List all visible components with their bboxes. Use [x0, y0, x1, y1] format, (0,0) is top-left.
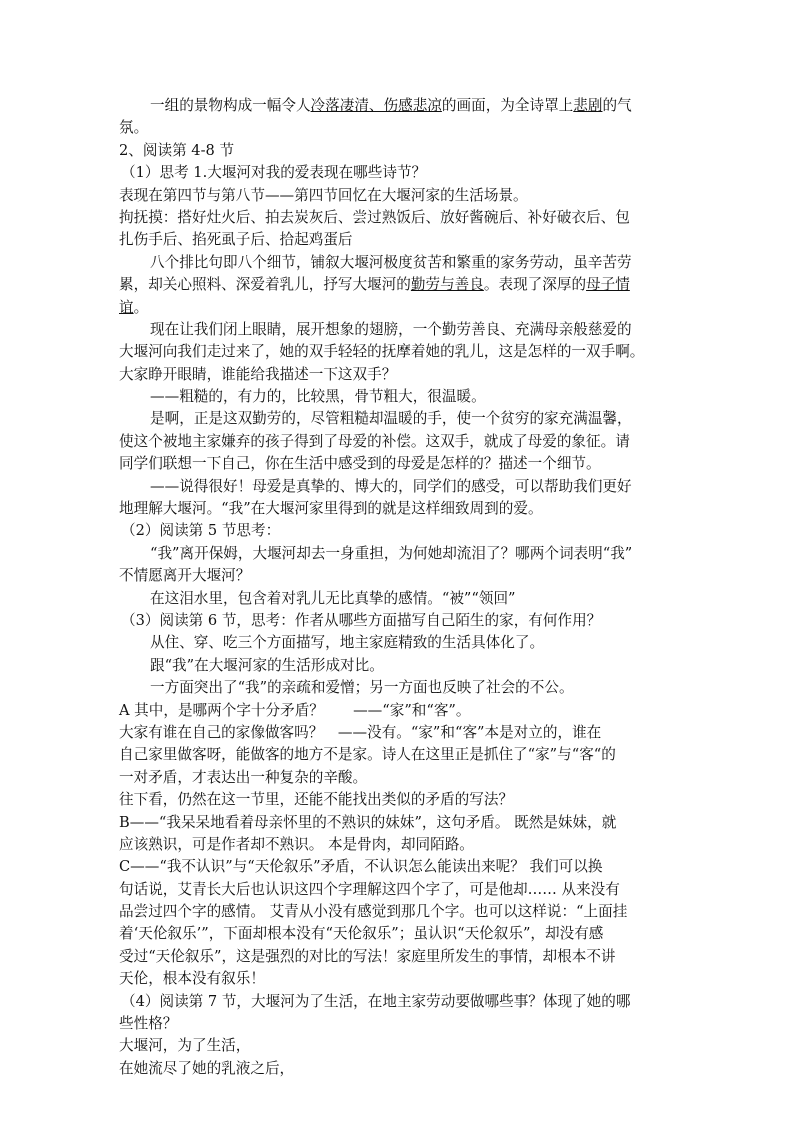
text-line	[119, 498, 679, 520]
text-line	[119, 297, 679, 319]
text-line	[119, 341, 679, 363]
underlined-text: 谊	[119, 298, 134, 316]
text-line	[119, 722, 679, 744]
text-run: （4）阅读第 7 节，大堰河为了生活，在地主家劳动要做哪些事？体现了她的哪	[121, 992, 631, 1010]
text-run: ——说得很好！母爱是真挚的、博大的，同学们的感受，可以帮助我们更好	[150, 477, 632, 495]
text-line	[119, 565, 679, 587]
text-run: （3）阅读第 6 节，思考：作者从哪些方面描写自己陌生的家，有何作用？	[121, 611, 602, 629]
text-run: A 其中，是哪两个字十分矛盾？ ——“家”和“客”。	[119, 701, 471, 719]
text-line	[119, 185, 679, 207]
underlined-text: 冷落凄清、伤感悲凉	[310, 97, 442, 114]
text-run: 2、阅读第 4-8 节	[119, 141, 235, 159]
text-run: 现在让我们闭上眼睛，展开想象的翅膀，一个勤劳善良、充满母亲般慈爱的	[150, 320, 632, 338]
text-line	[119, 677, 679, 699]
text-run: 在这泪水里，包含着对乳儿无比真挚的感情。“被”“领回”	[150, 589, 516, 607]
text-line	[119, 991, 679, 1013]
text-line	[119, 207, 679, 229]
text-line	[119, 229, 679, 251]
text-run: 着‘天伦叙乐’”，下面却根本没有“天伦叙乐”；虽认识“天伦叙乐”，却没有感	[119, 925, 604, 943]
text-line	[119, 476, 679, 498]
text-run: 应该熟识，可是作者却不熟识。 本是骨肉，却同陌路。	[119, 835, 474, 853]
text-run: 。表现了深厚的	[483, 276, 587, 294]
text-run: 的画面，为全诗罩上	[441, 97, 574, 114]
text-line	[119, 588, 679, 610]
text-line	[119, 834, 679, 856]
text-line	[119, 879, 679, 901]
text-line	[119, 632, 679, 654]
text-run: 往下看，仍然在这一节里，还能不能找出类似的矛盾的写法？	[119, 791, 514, 809]
text-line	[119, 431, 679, 453]
text-run: 跟“我”在大堰河家的生活形成对比。	[150, 656, 384, 674]
text-line	[119, 117, 679, 139]
text-run: 大家睁开眼睛，谁能给我描述一下这双手？	[119, 365, 397, 383]
text-line	[119, 856, 679, 878]
text-run: 一对矛盾，才表达出一种复杂的辛酸。	[119, 768, 368, 786]
text-run: 受过“天伦叙乐”，这是强烈的对比的写法！家庭里所发生的事情，却根本不讲	[119, 947, 616, 965]
text-run: ——粗糙的，有力的，比较黑，骨节粗大，很温暖。	[150, 388, 486, 406]
text-run: 是啊，正是这双勤劳的，尽管粗糙却温暖的手，使一个贫穷的家充满温馨，	[150, 410, 632, 428]
text-line	[119, 95, 679, 117]
text-line	[119, 274, 679, 296]
text-line	[119, 946, 679, 968]
text-run: 自己家里做客呀，能做客的地方不是家。诗人在这里正是抓住了“家”与“客“的	[119, 746, 616, 764]
text-line	[119, 543, 679, 565]
text-run: 天伦，根本没有叙乐！	[119, 970, 265, 988]
text-run: 句话说，艾青长大后也认识这四个字理解这四个字了，可是他却…… 从来没有	[119, 880, 620, 898]
text-line	[119, 655, 679, 677]
text-line	[119, 1013, 679, 1035]
text-run: 同学们联想一下自己，你在生活中感受到的母爱是怎样的？描述一个细节。	[119, 455, 601, 473]
text-line	[119, 700, 679, 722]
text-line	[119, 453, 679, 475]
text-line	[119, 812, 679, 834]
text-line	[119, 386, 679, 408]
text-run: 不情愿离开大堰河？	[119, 567, 251, 585]
text-run: 表现在第四节与第八节——第四节回忆在大堰河家的生活场景。	[119, 186, 528, 204]
text-run: 的气	[602, 97, 632, 114]
text-line	[119, 520, 679, 542]
text-line	[119, 968, 679, 990]
text-run: （1）思考 1.大堰河对我的爱表现在哪些诗节？	[121, 164, 427, 182]
text-line	[119, 901, 679, 923]
text-run: 大家有谁在自己的家像做客吗？ ——没有。“家”和“客”本是对立的，谁在	[119, 723, 602, 741]
document-page	[119, 95, 679, 1080]
text-run: 些性格？	[119, 1015, 178, 1033]
text-line	[119, 319, 679, 341]
text-run: 一方面突出了“我”的亲疏和爱憎；另一方面也反映了社会的不公。	[150, 679, 574, 697]
text-run: 大堰河向我们走过来了，她的双手轻轻的抚摩着她的乳儿，这是怎样的一双手啊。	[119, 343, 645, 361]
text-line	[119, 364, 679, 386]
text-run: （2）阅读第 5 节思考：	[121, 522, 281, 540]
underlined-text: 母子情	[586, 276, 630, 294]
text-line	[119, 408, 679, 430]
text-run: 氛。	[119, 119, 149, 137]
text-run: 使这个被地主家嫌弃的孩子得到了母爱的补偿。这双手，就成了母爱的象征。请	[119, 432, 630, 450]
text-run: 扎伤手后、掐死虱子后、拾起鸡蛋后	[119, 231, 353, 249]
text-line	[119, 162, 679, 184]
text-run: 品尝过四个字的感情。 艾青从小没有感觉到那几个字。也可以这样说：“上面挂	[119, 903, 628, 921]
text-run: 。	[133, 298, 149, 316]
text-line	[119, 767, 679, 789]
underlined-text: 勤劳与善良	[410, 276, 484, 294]
text-line	[119, 610, 679, 632]
text-run: 拘抚摸：搭好灶火后、拍去炭灰后、尝过熟饭后、放好酱碗后、补好破衣后、包	[119, 208, 630, 226]
text-line	[119, 252, 679, 274]
text-run: B——“我呆呆地看着母亲怀里的不熟识的妹妹”，这句矛盾。 既然是妹妹，就	[119, 813, 617, 831]
text-run: 八个排比句即八个细节，铺叙大堰河极度贫苦和繁重的家务劳动，虽辛苦劳	[150, 253, 632, 271]
text-line	[119, 140, 679, 162]
text-run: 一组的景物构成一幅令人	[150, 97, 311, 114]
text-line	[119, 1058, 679, 1080]
text-run: 累，却关心照料、深爱着乳儿，抒写大堰河的	[119, 276, 411, 294]
text-line	[119, 789, 679, 811]
text-run: 大堰河，为了生活，	[119, 1037, 251, 1055]
text-run: 从住、穿、吃三个方面描写，地主家庭精致的生活具体化了。	[150, 634, 545, 652]
text-run: C——“我不认识”与“天伦叙乐”矛盾，不认识怎么能读出来呢？ 我们可以换	[119, 858, 603, 876]
underlined-text: 悲剧	[573, 97, 603, 114]
text-run: “我”离开保姆，大堰河却去一身重担，为何她却流泪了？哪两个词表明“我”	[150, 544, 633, 562]
text-line	[119, 923, 679, 945]
text-run: 在她流尽了她的乳液之后，	[119, 1059, 295, 1077]
text-line	[119, 744, 679, 766]
text-run: 地理解大堰河。“我”在大堰河家里得到的就是这样细致周到的爱。	[119, 500, 543, 518]
text-line	[119, 1035, 679, 1057]
